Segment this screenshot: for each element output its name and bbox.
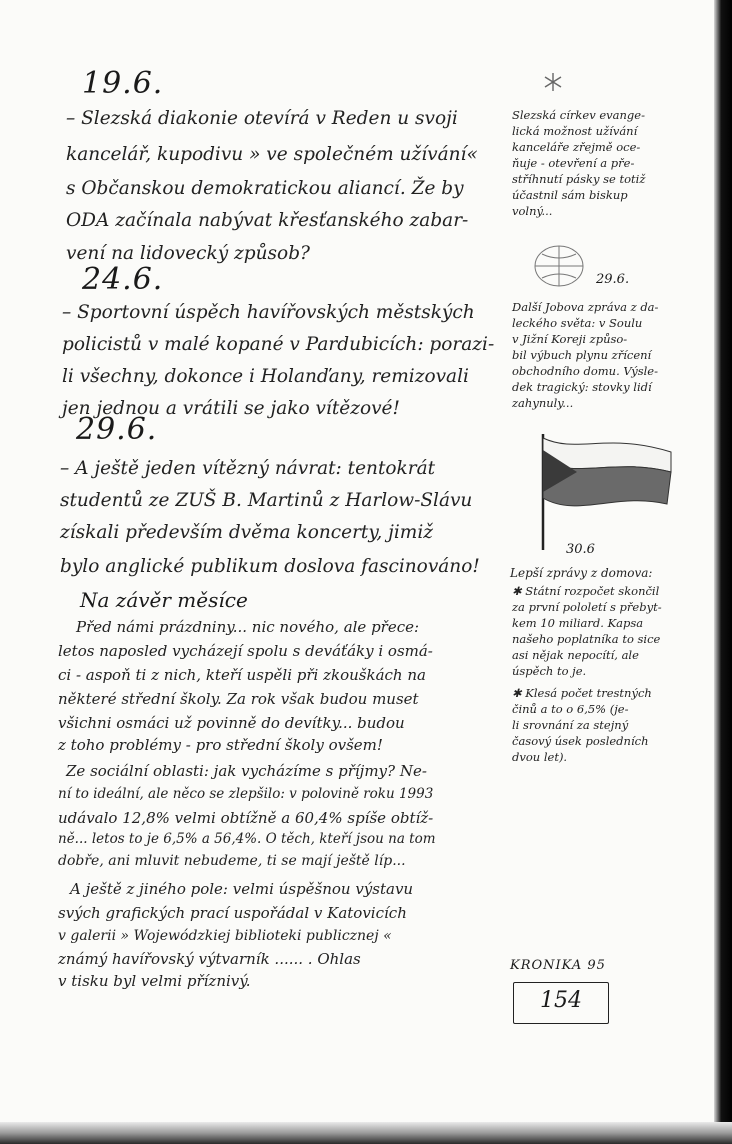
sidebar-line: časový úsek posledních xyxy=(512,734,649,748)
entry-line: studentů ze ZUŠ B. Martinů z Harlow-Slávu xyxy=(60,490,473,511)
closing-line: ci - aspoň ti z nich, kteří uspěli při zkouškách na xyxy=(58,666,426,684)
entry-line: bylo anglické publikum doslova fascinováno! xyxy=(60,556,480,577)
sidebar-line: bil výbuch plynu zřícení xyxy=(512,348,652,362)
chronicle-label: KRONIKA 95 xyxy=(510,958,606,973)
sidebar-line: v Jižní Koreji způso- xyxy=(512,332,628,346)
sidebar-line: činů a to o 6,5% (je- xyxy=(512,702,629,716)
sidebar-line: asi nějak nepocítí, ale xyxy=(512,648,639,662)
sidebar-date-30-6: 30.6 xyxy=(566,542,595,557)
closing-line: z toho problémy - pro střední školy ovšem! xyxy=(58,736,383,754)
closing-line: svých grafických prací uspořádal v Katovicích xyxy=(58,904,407,922)
sidebar-line: ✱ Klesá počet trestných xyxy=(512,686,652,700)
sidebar-line: leckého světa: v Soulu xyxy=(512,316,643,330)
closing-line: Před námi prázdniny... nic nového, ale přece: xyxy=(76,618,420,636)
sidebar-line: úspěch to je. xyxy=(512,664,587,678)
closing-line: ní to ideální, ale něco se zlepšilo: v polovině roku 1993 xyxy=(58,786,434,802)
closing-line: některé střední školy. Za rok však budou muset xyxy=(58,690,419,708)
closing-line: v tisku byl velmi příznivý. xyxy=(58,972,251,990)
czech-flag-icon xyxy=(537,432,677,552)
entry-line: li všechny, dokonce i Holanďany, remizovali xyxy=(62,366,469,387)
book-spine-shadow xyxy=(714,0,732,1144)
sidebar-line: zahynuly... xyxy=(512,396,574,410)
sidebar-line: Další Jobova zpráva z da- xyxy=(512,300,659,314)
sidebar-line: stříhnutí pásky se totiž xyxy=(512,172,646,186)
closing-line: v galerii » Wojewódzkiej biblioteki publicznej « xyxy=(58,928,392,944)
sidebar-line: účastnil sám biskup xyxy=(512,188,628,202)
entry-date-29-6: 29.6. xyxy=(76,412,158,447)
sidebar-line: lická možnost užívání xyxy=(512,124,638,138)
sidebar-line: kanceláře zřejmě oce- xyxy=(512,140,641,154)
sidebar-line: li srovnání za stejný xyxy=(512,718,629,732)
sidebar-line: našeho poplatníka to sice xyxy=(512,632,661,646)
sidebar-line: dvou let). xyxy=(512,750,568,764)
sidebar-date-29-6: 29.6. xyxy=(596,272,630,287)
entry-line: kancelář, kupodivu » ve společném užívání« xyxy=(66,144,478,165)
page-bottom-edge xyxy=(0,1122,732,1144)
entry-line: jen jednou a vrátili se jako vítězové! xyxy=(62,398,400,419)
closing-heading: Na závěr měsíce xyxy=(80,588,248,612)
closing-line: známý havířovský výtvarník ...... . Ohlas xyxy=(58,950,361,968)
sidebar-line: za první pololetí s přebyt- xyxy=(512,600,662,614)
closing-line: A ještě z jiného pole: velmi úspěšnou výstavu xyxy=(70,880,414,898)
sidebar-line: ✱ Státní rozpočet skončil xyxy=(512,584,660,598)
globe-sketch-icon xyxy=(530,240,588,290)
sidebar-line: dek tragický: stovky lidí xyxy=(512,380,652,394)
entry-line: – Sportovní úspěch havířovských městských xyxy=(62,302,475,323)
closing-line: Ze sociální oblasti: jak vycházíme s příjmy? Ne- xyxy=(66,762,427,780)
entry-date-24-6: 24.6. xyxy=(82,262,164,297)
entry-line: – Slezská diakonie otevírá v Reden u svoji xyxy=(66,108,458,129)
entry-date-19-6: 19.6. xyxy=(82,66,164,101)
sidebar-line: kem 10 miliard. Kapsa xyxy=(512,616,644,630)
sidebar-line: Slezská církev evange- xyxy=(512,108,645,122)
closing-line: letos naposled vycházejí spolu s deváťáky i osmá- xyxy=(58,642,433,660)
closing-line: dobře, ani mluvit nebudeme, ti se mají ještě líp... xyxy=(58,853,406,869)
entry-line: policistů v malé kopané v Pardubicích: porazi- xyxy=(62,334,495,355)
closing-line: ně... letos to je 6,5% a 56,4%. O těch, kteří jsou na tom xyxy=(58,831,436,847)
sidebar-line: obchodního domu. Výsle- xyxy=(512,364,659,378)
page-number: 154 xyxy=(540,988,582,1013)
entry-line: – A ještě jeden vítězný návrat: tentokrát xyxy=(60,458,436,479)
sidebar-line: ňuje - otevření a pře- xyxy=(512,156,635,170)
sidebar-line: volný... xyxy=(512,204,553,218)
entry-line: získali především dvěma koncerty, jimiž xyxy=(60,522,433,543)
asterisk-icon xyxy=(538,70,568,94)
closing-line: udávalo 12,8% velmi obtížně a 60,4% spíše obtíž- xyxy=(58,809,434,827)
entry-line: vení na lidovecký způsob? xyxy=(66,243,310,264)
entry-line: ODA začínala nabývat křesťanského zabar- xyxy=(66,210,469,231)
closing-line: všichni osmáci už povinně do devítky... budou xyxy=(58,714,405,732)
entry-line: s Občanskou demokratickou aliancí. Že by xyxy=(66,178,464,199)
sidebar-line: Lepší zprávy z domova: xyxy=(510,566,653,580)
